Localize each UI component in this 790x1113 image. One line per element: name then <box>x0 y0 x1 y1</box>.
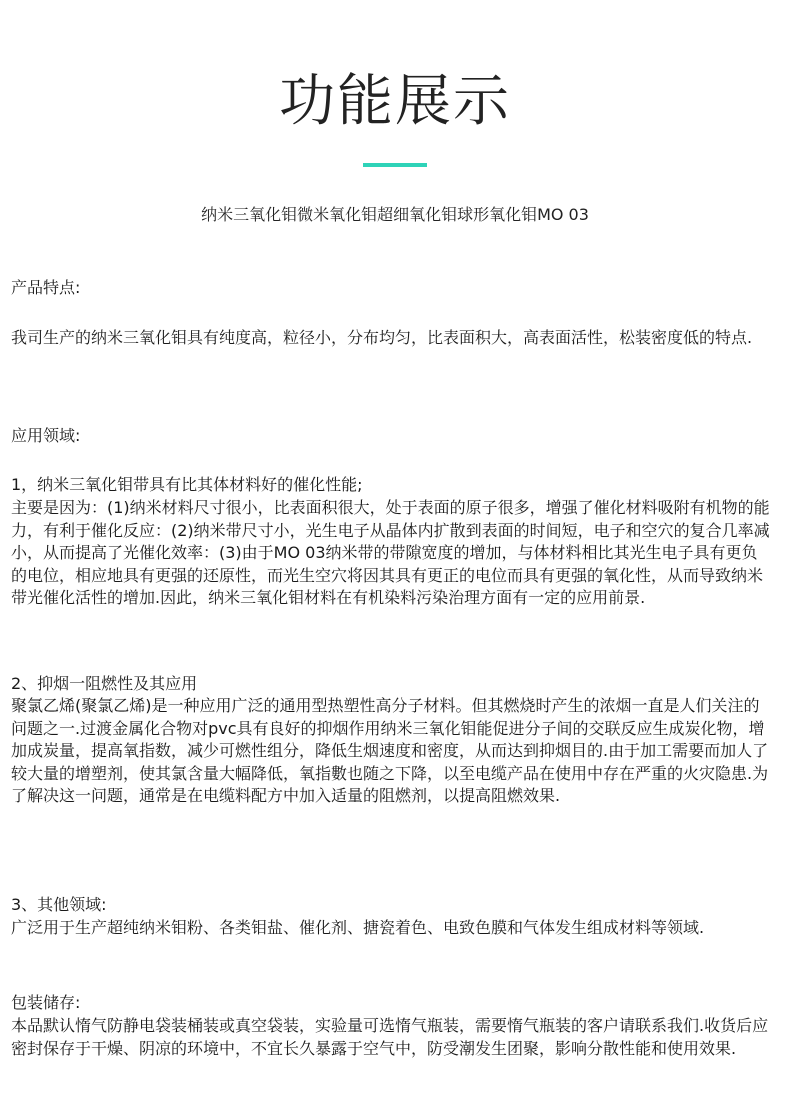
applications-heading: 应用领域: <box>11 426 81 445</box>
application-item-2-title: 2、抑烟一阻燃性及其应用 <box>11 674 198 693</box>
application-item-3-body: 广泛用于生产超纯纳米钼粉、各类钼盐、催化剂、搪瓷着色、电致色膜和气体发生组成材料等领域. <box>11 918 705 937</box>
packaging-body: 本品默认惰气防静电袋装桶装或真空袋装，实验量可选惰气瓶装，需要惰气瓶装的客户请联系我们.收货后应密封保存于干燥、阴凉的环境中，不宜长久暴露于空气中，防受潮发生团聚，影响分散性能和使用效果. <box>11 1016 769 1058</box>
application-item-1-title: 1，纳米三氧化钼带具有比其体材料好的催化性能; <box>11 475 363 494</box>
page-title: 功能展示 <box>279 69 511 134</box>
features-body: 我司生产的纳米三氧化钼具有纯度高，粒径小，分布均匀，比表面积大，高表面活性，松装密度低的特点. <box>11 328 753 347</box>
application-item-3-title: 3、其他领域: <box>11 895 107 914</box>
features-heading: 产品特点: <box>11 278 81 297</box>
product-name: 纳米三氧化钼微米氧化钼超细氧化钼球形氧化钼MO 03 <box>201 205 589 224</box>
application-item-2-body: 聚氯乙烯(聚氯乙烯)是一种应用广泛的通用型热塑性高分子材料。但其燃烧时产生的浓烟一直是人们关注的问题之一.过渡金属化合物对pvc具有良好的抑烟作用纳米三氧化钼能促进分子间的交联反应生成炭化物，增加成炭量，提高氧指数，减少可燃性组分，降低生烟速度和密度，从而达到抑烟目的.由于加工需要而加人了较大量的增塑剂，使其氯含量大幅降低，氧指數也随之下降，以至电缆产品在使用中存在严重的火灾隐患.为了解决这一问题，通常是在电缆料配方中加入适量的阻燃剂，以提高阻燃效果. <box>11 696 769 805</box>
title-accent-bar <box>363 163 427 167</box>
application-item-1-body: 主要是因为：(1)纳米材料尺寸很小，比表面积很大，处于表面的原子很多，增强了催化材料吸附有机物的能力，有利于催化反应：(2)纳米带尺寸小，光生电子从晶体内扩散到表面的时间短，电子和空穴的复合几率减小，从而提高了光催化效率：(3)由于MO 03纳米带的带隙宽度的增加，与体材料相比其光生电子具有更负的电位，相应地具有更强的还原性，而光生空穴将因其具有更正的电位而具有更强的氧化性，从而导致纳米带光催化活性的增加.因此，纳米三氧化钼材料在有机染料污染治理方面有一定的应用前景. <box>11 498 770 607</box>
packaging-heading: 包装储存: <box>11 993 81 1012</box>
